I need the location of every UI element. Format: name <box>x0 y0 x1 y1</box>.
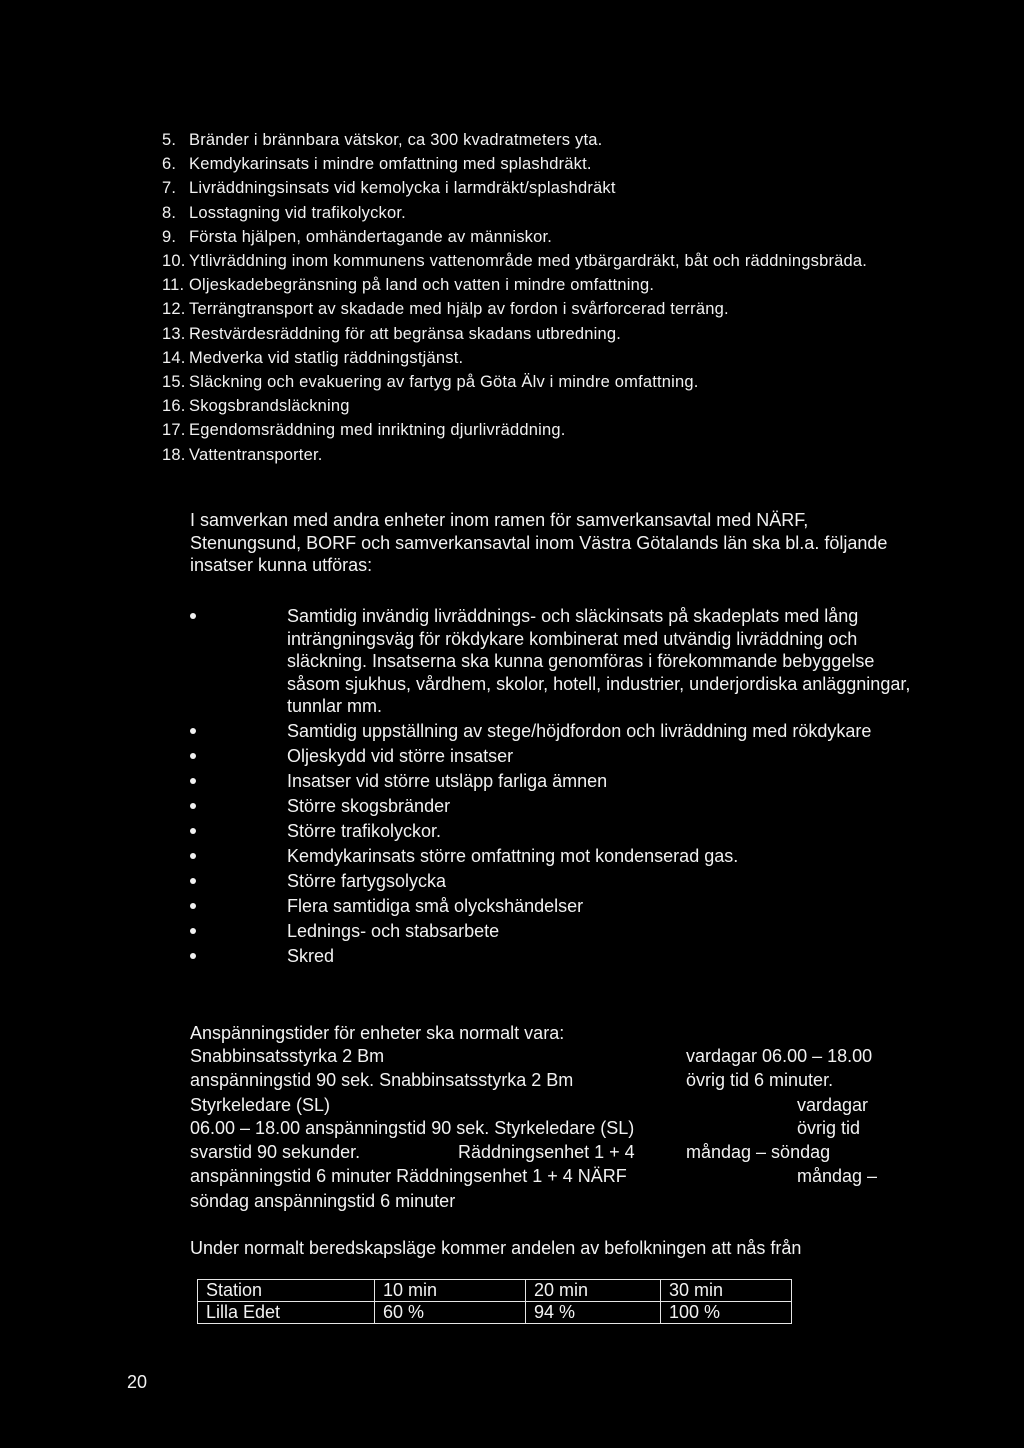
anspanning-fragment: anspänningstid 90 sek. Snabbinsatsstyrka 2 Bm <box>190 1070 574 1090</box>
bullet-text: Större trafikolyckor. <box>287 821 442 841</box>
table-header-cell: Station <box>198 1280 375 1302</box>
anspanning-fragment: vardagar <box>797 1095 869 1115</box>
bullet-dot-icon <box>186 845 287 868</box>
list-item <box>162 346 902 370</box>
list-item-number: 8. <box>162 203 177 222</box>
list-item <box>162 418 902 442</box>
table-row <box>198 1302 792 1324</box>
list-item-text: Släckning och evakuering av fartyg på Göta Älv i mindre omfattning. <box>189 373 699 392</box>
list-item-text: Första hjälpen, omhändertagande av människor. <box>189 227 553 246</box>
list-item <box>162 201 902 225</box>
list-item-text: Egendomsräddning med inriktning djurlivräddning. <box>189 421 566 440</box>
bullet-dot-icon <box>186 895 287 918</box>
list-item <box>162 394 902 418</box>
under-paragraph: Under normalt beredskapsläge kommer andelen av befolkningen att nås från <box>190 1238 802 1258</box>
list-item <box>162 176 902 200</box>
list-item <box>162 249 902 273</box>
list-item-text: Vattentransporter. <box>189 445 323 464</box>
list-item-text: Restvärdesräddning för att begränsa skadans utbredning. <box>189 324 622 343</box>
anspanning-fragment: vardagar 06.00 – 18.00 <box>686 1046 873 1066</box>
table-cell: Lilla Edet <box>198 1302 375 1324</box>
page-number: 20 <box>127 1372 148 1392</box>
bullet-text: Större fartygsolycka <box>287 871 447 891</box>
bullet-item <box>186 770 916 793</box>
list-item-text: Medverka vid statlig räddningstjänst. <box>189 348 464 367</box>
anspanning-fragment: 06.00 – 18.00 anspänningstid 90 sek. Styrkeledare (SL) <box>190 1118 635 1138</box>
bullet-text: Oljeskydd vid större insatser <box>287 746 514 766</box>
bullet-item <box>186 870 916 893</box>
list-item <box>162 128 902 152</box>
anspanning-fragment: Räddningsenhet 1 + 4 <box>458 1142 635 1162</box>
bullet-dot-icon <box>186 720 287 743</box>
bullet-item <box>186 745 916 768</box>
bullet-text: Samtidig invändig livräddnings- och släckinsats på skadeplats med lång inträngningsväg för rökdykare kombinerat med utvändig livräddning och släckning. Insatserna ska kunna genomföras i förekommande bebyggelse såsom sjukhus, vårdhem, skolor, hotell, industrier, underjordiska anläggningar, tunnlar mm. <box>287 606 911 716</box>
list-item <box>162 152 902 176</box>
bullet-text: Lednings- och stabsarbete <box>287 921 500 941</box>
bullet-dot-icon <box>186 795 287 818</box>
list-item-number: 12. <box>162 300 186 319</box>
list-item-text: Terrängtransport av skadade med hjälp av fordon i svårforcerad terräng. <box>189 300 729 319</box>
bullet-dot-icon <box>186 870 287 893</box>
list-item-text: Bränder i brännbara vätskor, ca 300 kvadratmeters yta. <box>189 131 603 149</box>
bullet-dot-icon <box>186 605 287 718</box>
bullet-item <box>186 920 916 943</box>
anspanning-fragment: svarstid 90 sekunder. <box>190 1142 361 1162</box>
bullet-item <box>186 795 916 818</box>
anspanning-fragment: måndag – <box>797 1166 878 1186</box>
list-item-text: Ytlivräddning inom kommunens vattenområde med ytbärgardräkt, båt och räddningsbräda. <box>189 252 868 271</box>
list-item-number: 10. <box>162 252 186 271</box>
bullet-text: Insatser vid större utsläpp farliga ämnen <box>287 771 608 791</box>
table-cell: 60 % <box>375 1302 526 1324</box>
anspanning-fragment: måndag – söndag <box>686 1142 831 1162</box>
anspanning-fragment: Styrkeledare (SL) <box>190 1095 331 1115</box>
list-item <box>162 322 902 346</box>
intro-paragraph: I samverkan med andra enheter inom ramen för samverkansavtal med NÄRF, Stenungsund, BORF och samverkansavtal inom Västra Götalands län ska bl.a. följande insatser kunna utföras: <box>190 510 888 575</box>
bullet-text: Samtidig uppställning av stege/höjdfordon och livräddning med rökdykare <box>287 721 872 741</box>
table-cell: 100 % <box>661 1302 792 1324</box>
bullet-dot-icon <box>186 920 287 943</box>
anspanning-fragment: övrig tid <box>797 1118 861 1138</box>
list-item-number: 13. <box>162 324 186 343</box>
list-item-text: Losstagning vid trafikolyckor. <box>189 203 406 222</box>
list-item-text: Oljeskadebegränsning på land och vatten i mindre omfattning. <box>189 276 655 295</box>
anspanning-fragment: söndag anspänningstid 6 minuter <box>190 1191 456 1211</box>
list-item <box>162 443 902 467</box>
table-header-cell: 10 min <box>375 1280 526 1302</box>
list-item <box>162 225 902 249</box>
list-item <box>162 273 902 297</box>
bullet-dot-icon <box>186 745 287 768</box>
table-header-cell: 30 min <box>661 1280 792 1302</box>
bullet-dot-icon <box>186 820 287 843</box>
anspanning-fragment: övrig tid 6 minuter. <box>686 1070 834 1090</box>
list-item-text: Kemdykarinsats i mindre omfattning med splashdräkt. <box>189 155 592 174</box>
list-item-text: Livräddningsinsats vid kemolycka i larmdräkt/splashdräkt <box>189 179 616 198</box>
list-item-number: 15. <box>162 373 186 392</box>
bullet-dot-icon <box>186 945 287 968</box>
bullet-text: Större skogsbränder <box>287 796 451 816</box>
bullet-text: Flera samtidiga små olyckshändelser <box>287 896 584 916</box>
bullet-dot-icon <box>186 770 287 793</box>
bullet-item <box>186 720 916 743</box>
list-item <box>162 370 902 394</box>
bullet-item <box>186 605 916 718</box>
list-item-number: 17. <box>162 421 186 440</box>
list-item-number: 7. <box>162 179 177 198</box>
list-item-text: Skogsbrandsläckning <box>189 397 350 416</box>
bullet-list <box>186 605 916 970</box>
list-item <box>162 297 902 321</box>
bullet-text: Skred <box>287 946 335 966</box>
anspanning-fragment: Snabbinsatsstyrka 2 Bm <box>190 1046 385 1066</box>
reach-table <box>197 1279 792 1324</box>
list-item-number: 5. <box>162 131 177 149</box>
list-item-number: 14. <box>162 348 186 367</box>
list-item-number: 16. <box>162 397 186 416</box>
list-item-number: 18. <box>162 445 186 464</box>
bullet-item <box>186 820 916 843</box>
bullet-item <box>186 945 916 968</box>
list-item-number: 9. <box>162 227 177 246</box>
table-header-row <box>198 1280 792 1302</box>
table-cell: 94 % <box>526 1302 661 1324</box>
anspanning-heading: Anspänningstider för enheter ska normalt vara: <box>190 1023 565 1043</box>
bullet-item <box>186 845 916 868</box>
list-item-number: 11. <box>162 276 185 295</box>
list-item-number: 6. <box>162 155 177 174</box>
bullet-text: Kemdykarinsats större omfattning mot kondenserad gas. <box>287 846 739 866</box>
table-header-cell: 20 min <box>526 1280 661 1302</box>
bullet-item <box>186 895 916 918</box>
anspanning-fragment: anspänningstid 6 minuter Räddningsenhet 1 + 4 NÄRF <box>190 1166 627 1186</box>
numbered-list <box>162 128 902 467</box>
